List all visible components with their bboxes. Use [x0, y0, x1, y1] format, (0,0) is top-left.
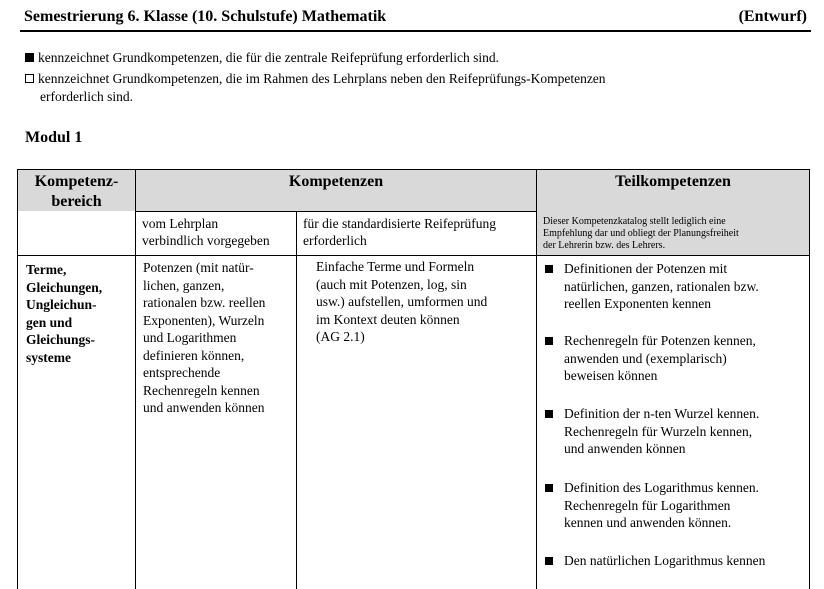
- document-header: [20, 0, 811, 32]
- filled-square-icon: [545, 410, 553, 418]
- bereich-line: Ungleichun-: [26, 297, 97, 312]
- legend-text: kennzeichnet Grundkompetenzen, die für die zentrale Reifeprüfung erforderlich sind.: [38, 50, 500, 65]
- header-text: bereich: [51, 193, 102, 210]
- item-line: Definition der n-ten Wurzel kennen.: [564, 406, 760, 421]
- module-title: Modul 1: [25, 129, 83, 146]
- subheader-text: verbindlich vorgegeben: [142, 233, 270, 248]
- teilkompetenz-item: [545, 405, 785, 458]
- note-text: der Lehrerin bzw. des Lehrers.: [543, 240, 666, 251]
- legend-text-cont: erforderlich sind.: [40, 89, 133, 104]
- subheader-text: vom Lehrplan: [142, 216, 219, 231]
- item-line: Rechenregeln für Logarithmen: [564, 497, 731, 513]
- legend-text: kennzeichnet Grundkompetenzen, die im Rahmen des Lehrplans neben den Reifeprüfungs-Kompetenzen: [38, 71, 606, 86]
- lehrplan-line: und anwenden können: [143, 400, 265, 415]
- reifepruefung-line: (AG 2.1): [316, 329, 365, 344]
- header-teilkompetenzen: Teilkompetenzen: [615, 173, 731, 190]
- lehrplan-line: und Logarithmen: [143, 330, 237, 345]
- planning-note: [537, 212, 809, 256]
- lehrplan-line: rationalen bzw. reellen: [143, 295, 266, 310]
- grid-line: [17, 169, 18, 589]
- header-text: Kompetenz-: [34, 173, 119, 190]
- item-line: natürlichen, ganzen, rationalen bzw.: [564, 278, 759, 294]
- competency-table: [17, 169, 810, 589]
- lehrplan-line: definieren können,: [143, 347, 245, 363]
- grid-line: [296, 211, 297, 589]
- lehrplan-line: entsprechende: [143, 365, 221, 380]
- bereich-line: gen und: [26, 314, 73, 330]
- filled-square-icon: [545, 557, 553, 565]
- kompetenzbereich-cell: [21, 257, 133, 370]
- bereich-line: Gleichungs-: [26, 332, 96, 347]
- filled-square-icon: [545, 265, 553, 273]
- draft-label: (Entwurf): [738, 8, 807, 25]
- filled-square-icon: [545, 337, 553, 345]
- teilkompetenz-item: [545, 479, 785, 532]
- filled-square-icon: [545, 484, 553, 492]
- item-line: kennen und anwenden können.: [564, 515, 732, 530]
- reifepruefung-line: usw.) aufstellen, umformen und: [316, 294, 488, 309]
- legend-item-filled: [25, 49, 499, 67]
- item-line: reellen Exponenten kennen: [564, 296, 711, 311]
- filled-square-icon: [25, 53, 34, 62]
- item-line: anwenden und (exemplarisch): [564, 350, 727, 366]
- grid-line: [809, 169, 810, 589]
- reifepruefung-cell: [316, 258, 534, 346]
- open-square-icon: [25, 74, 34, 83]
- reifepruefung-line: (auch mit Potenzen, log, sin: [316, 276, 467, 292]
- legend-item-open: [25, 70, 606, 106]
- lehrplan-line: Potenzen (mit natür-: [143, 260, 254, 275]
- item-line: Den natürlichen Logarithmus kennen: [564, 553, 766, 568]
- header-kompetenzbereich: [18, 172, 135, 212]
- lehrplan-line: Rechenregeln kennen: [143, 382, 260, 398]
- item-line: beweisen können: [564, 368, 658, 383]
- subheader-reifepruefung: [297, 211, 536, 253]
- note-text: Dieser Kompetenzkatalog stellt lediglich eine: [543, 216, 726, 227]
- subheader-lehrplan: [136, 211, 296, 253]
- item-line: und anwenden können: [564, 441, 686, 456]
- item-line: Definition des Logarithmus kennen.: [564, 480, 759, 495]
- teilkompetenz-item: [545, 332, 785, 385]
- item-line: Definitionen der Potenzen mit: [564, 261, 728, 276]
- item-line: Rechenregeln für Potenzen kennen,: [564, 333, 756, 348]
- subheader-text: für die standardisierte Reifeprüfung: [303, 216, 497, 231]
- reifepruefung-line: im Kontext deuten können: [316, 311, 460, 327]
- document-title: Semestrierung 6. Klasse (10. Schulstufe) Mathematik: [24, 8, 387, 25]
- item-line: Rechenregeln für Wurzeln kennen,: [564, 423, 753, 439]
- teilkompetenzen-cell: [537, 256, 809, 589]
- lehrplan-line: lichen, ganzen,: [143, 277, 225, 293]
- header-kompetenzen: Kompetenzen: [288, 173, 384, 190]
- bereich-line: Terme,: [26, 262, 67, 277]
- lehrplan-line: Exponenten), Wurzeln: [143, 312, 265, 328]
- lehrplan-cell: [143, 259, 293, 417]
- reifepruefung-line: Einfache Terme und Formeln: [316, 259, 475, 274]
- bereich-line: Gleichungen,: [26, 279, 103, 295]
- subheader-text: erforderlich: [303, 233, 367, 248]
- bereich-line: systeme: [26, 349, 71, 365]
- teilkompetenz-item: [545, 260, 785, 313]
- note-text: Empfehlung dar und obliegt der Planungsfreiheit: [543, 228, 739, 239]
